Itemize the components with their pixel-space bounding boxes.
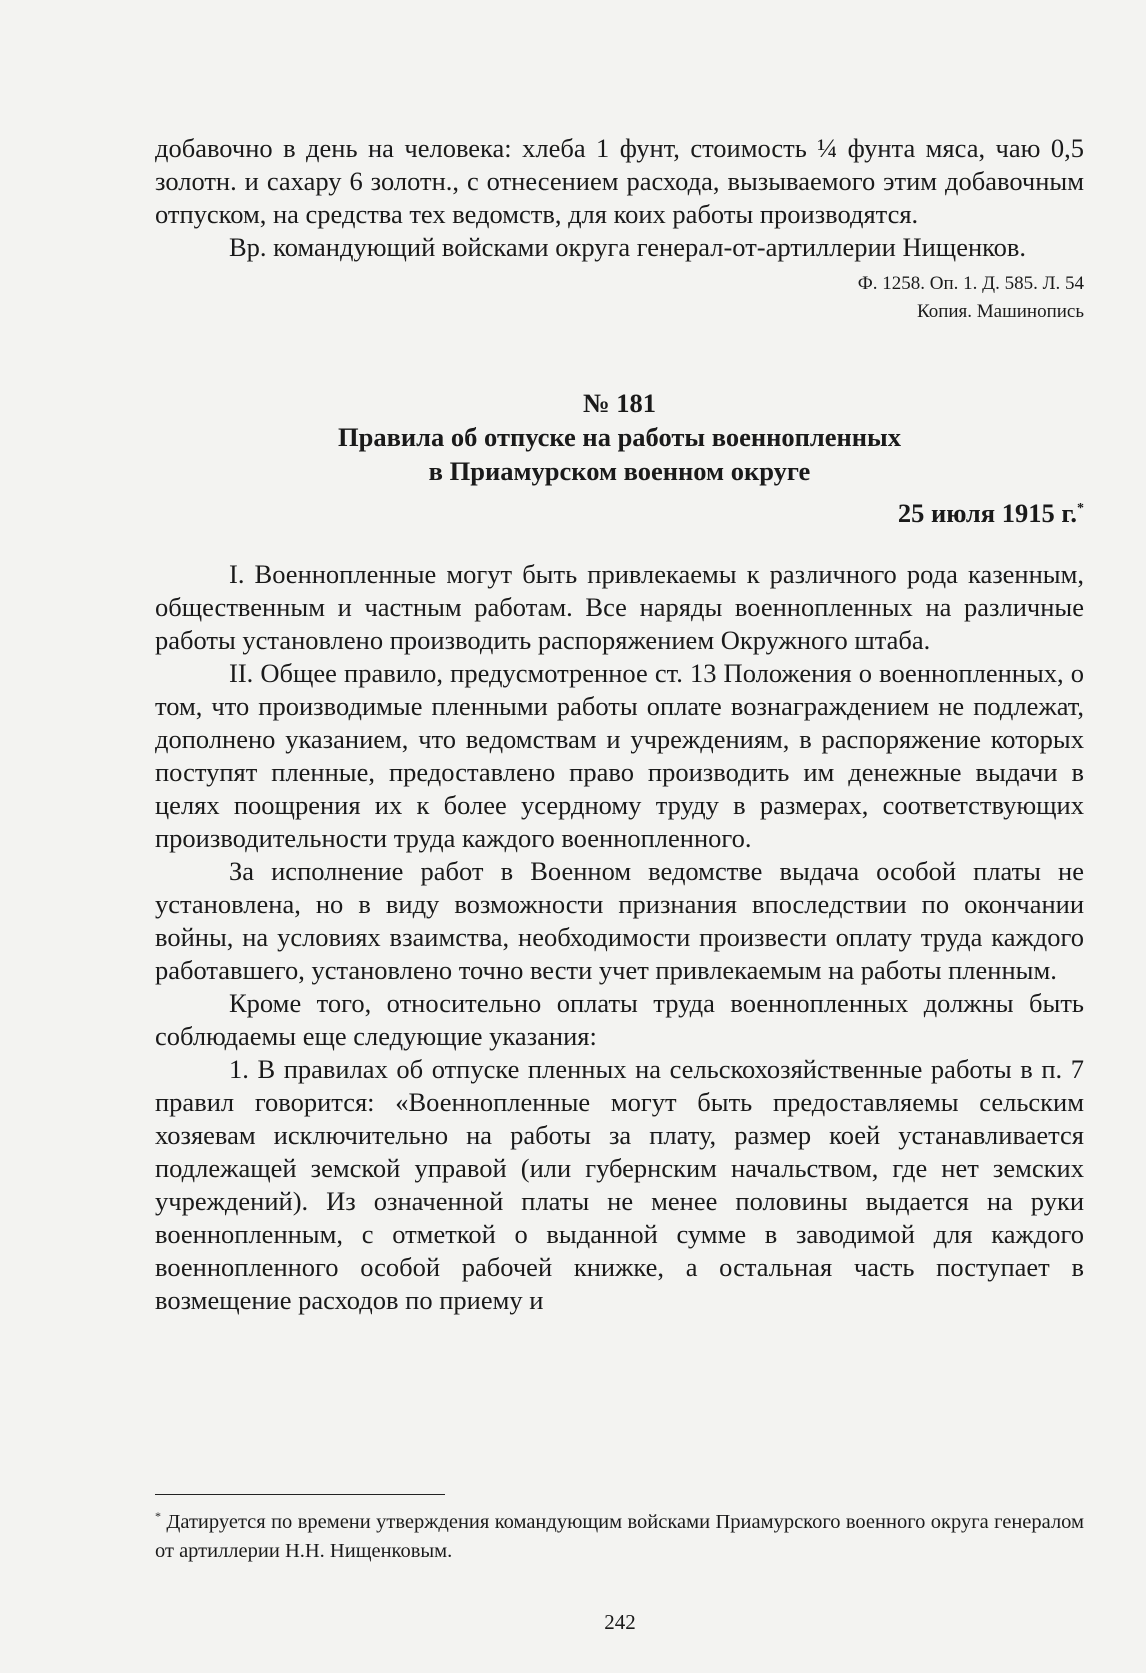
archive-reference: [155, 270, 1084, 326]
archive-note: Копия. Машинопись: [916, 301, 1084, 322]
document-date: [155, 496, 1084, 530]
paragraph: II. Общее правило, предусмотренное ст. 13 Положения о военнопленных, о том, что производимые пленными работы оплате вознаграждением не подлежат, дополнено указанием, что ведомствам и учреждениям, в распоряжение которых поступят пленные, предоставлено право производить им денежные выдачи в целях поощрения их к более усердному труду в размерах, соответствующих производительности труда каждого военнопленного.: [155, 658, 1084, 853]
page-body: [155, 132, 1084, 1317]
document-title-line-1: Правила об отпуске на работы военнопленных: [338, 422, 901, 452]
document-number: № 181: [582, 388, 656, 418]
archive-ref: Ф. 1258. Оп. 1. Д. 585. Л. 54: [857, 273, 1084, 294]
paragraph: Кроме того, относительно оплаты труда военнопленных должны быть соблюдаемы еще следующие указания:: [155, 988, 1084, 1051]
paragraph: I. Военнопленные могут быть привлекаемы к различного рода казенным, общественным и частным работам. Все наряды военнопленных на различные работы установлено производить распоряжением Окружного штаба.: [155, 559, 1084, 655]
footnote-text: Датируется по времени утверждения командующим войсками Приамурского военного округа генералом от артиллерии Н.Н. Нищенковым.: [155, 1511, 1084, 1562]
signature-line: Вр. командующий войсками округа генерал-от-артиллерии Нищенков.: [229, 232, 1027, 262]
continuation-paragraph: добавочно в день на человека: хлеба 1 фунт, стоимость ¼ фунта мяса, чаю 0,5 золотн. и сахару 6 золотн., с отнесением расхода, вызываемого этим добавочным отпуском, на средства тех ведомств, для коих работы производятся.: [155, 133, 1084, 229]
paragraph: 1. В правилах об отпуске пленных на сельскохозяйственные работы в п. 7 правил говорится: «Военнопленные могут быть предоставляемы сельским хозяевам исключительно на работы за плату, размер коей устанавливается подлежащей земской управой (или губернским начальством, где нет земских учреждений). Из означенной платы не менее половины выдается на руки военнопленным, с отметкой о выданной сумме в заводимой для каждого военнопленного особой рабочей книжке, а остальная часть поступает в возмещение расходов по приему и: [155, 1054, 1084, 1315]
footnote-divider: [155, 1494, 445, 1495]
footnote-marker: *: [155, 1509, 161, 1524]
page-number: 242: [604, 1610, 636, 1634]
footnote-marker: *: [1077, 501, 1084, 517]
document-date-text: 25 июля 1915 г.: [897, 498, 1077, 528]
footnote: [155, 1508, 1084, 1566]
paragraph: За исполнение работ в Военном ведомстве выдача особой платы не установлена, но в виду возможности признания впоследствии по окончании войны, на условиях взаимства, необходимости произвести оплату труда каждого работавшего, установлено точно вести учет привлекаемым на работы пленным.: [155, 856, 1084, 985]
document-title-line-2: в Приамурском военном округе: [428, 456, 811, 486]
